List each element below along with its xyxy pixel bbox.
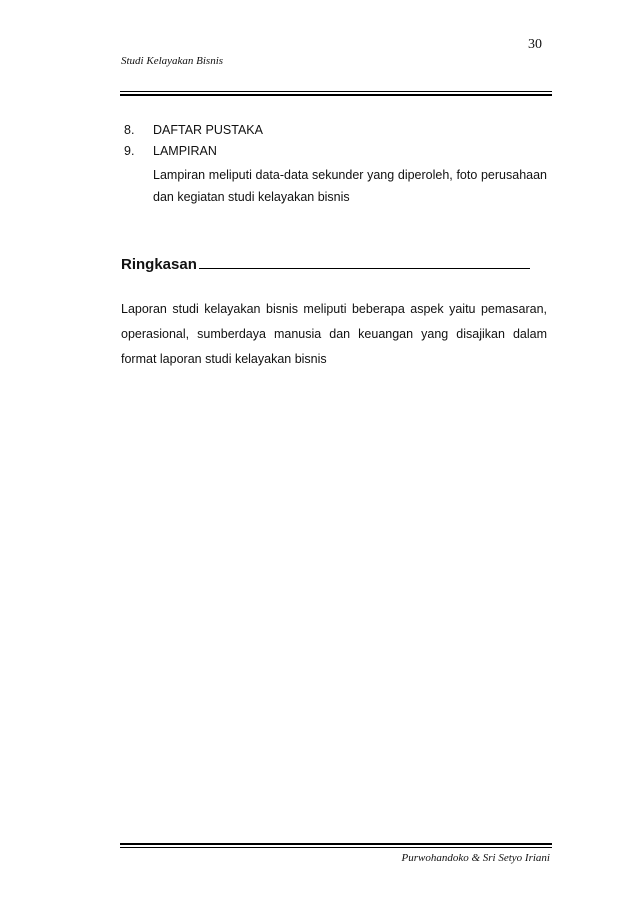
section-heading-text: Ringkasan: [121, 256, 197, 273]
list-item: [124, 120, 550, 141]
footer-authors: Purwohandoko & Sri Setyo Iriani: [401, 852, 550, 864]
summary-paragraph: Laporan studi kelayakan bisnis meliputi beberapa aspek yaitu pemasaran, operasional, sumberdaya manusia dan keuangan yang disajikan dalam format laporan studi kelayakan bisnis: [121, 302, 547, 366]
section-heading: [121, 256, 530, 273]
numbered-list: [124, 120, 550, 162]
page-number: 30: [528, 37, 542, 52]
running-header-title: Studi Kelayakan Bisnis: [121, 55, 224, 67]
header-rule-thick: [120, 94, 552, 96]
list-item-label: LAMPIRAN: [153, 144, 217, 158]
list-item-label: DAFTAR PUSTAKA: [153, 123, 263, 137]
header-rule-thin: [120, 91, 552, 92]
list-item: [124, 141, 550, 162]
list-item-description: Lampiran meliputi data-data sekunder yang diperoleh, foto perusahaan dan kegiatan studi kelayakan bisnis: [153, 168, 547, 204]
heading-underline-rule: [199, 268, 530, 269]
footer-rule-thick: [120, 843, 552, 845]
footer-rule-thin: [120, 847, 552, 848]
list-item-number: 9.: [124, 144, 135, 158]
list-item-number: 8.: [124, 123, 135, 137]
